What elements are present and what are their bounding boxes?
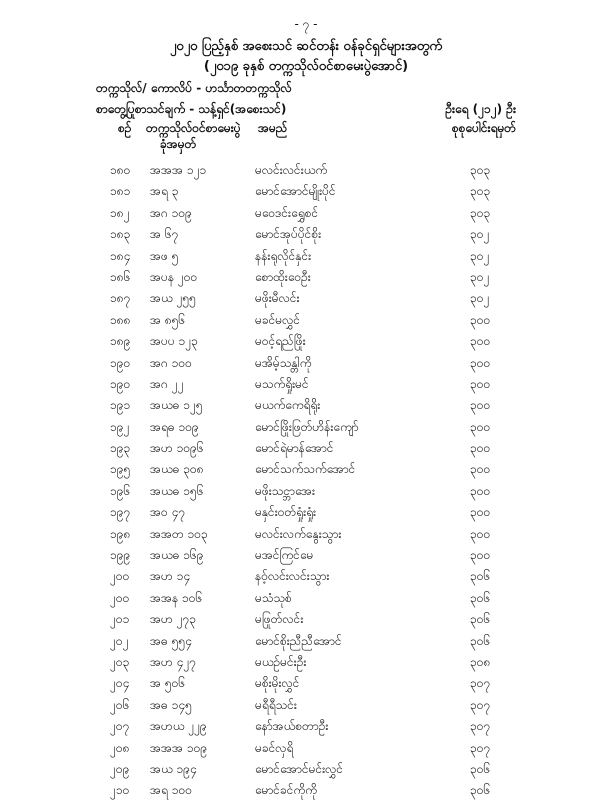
total-marks: ၃၀၀ [470,334,491,349]
roll-number: အဟ ၄၂၇ [150,654,196,669]
total-marks: ၃၀၂ [470,291,490,306]
table-row [0,203,612,224]
student-name: မအိမ့်သန္တါကို [255,355,312,370]
roll-number: အဓ ၅၅၄ [150,633,192,648]
table-row [0,545,612,566]
roll-number: အအန ၁၀၆ [150,590,203,605]
roll-number: အ ၅၀၆ [150,676,186,691]
student-name: မရီရီသင်း [255,697,297,712]
student-name: မအင်ကြင်မေ [255,548,314,563]
student-name: မသံသုစ် [255,590,292,605]
student-name: မခင်လှရိ [255,740,294,755]
row-number: ၁၈၂ [110,205,130,220]
student-name: မဖြုတ်လင်း [255,612,304,627]
row-number: ၂၀၁ [110,612,130,627]
total-marks: ၃၀၆ [470,612,491,627]
student-name: မောင်ဖြိုးဖြတ်ဟိန်းကျော် [255,419,359,434]
title-line-1: ၂၀၂၀ ပြည့်နှစ် အစေးသင် ဆင်တန်း ဝန်ခုင်ရှင်များအတွက် [169,39,443,54]
column-header-roll: တက္ကသိုလ်ဝင်စာမေးပွဲ [146,121,241,135]
table-row [0,331,612,352]
roll-number: အအအ ၁၂၁ [150,163,207,177]
row-number: ၂၀၆ [110,697,130,712]
table-row [0,695,612,716]
total-marks: ၃၀၂ [470,269,490,284]
row-number: ၁၉၉ [110,548,131,563]
total-marks: ၃၀၆ [470,761,491,776]
student-name: နော်အယ်စတာဦး [255,719,329,734]
student-name: မယက်ကေရိရိုး [255,398,321,413]
roll-number: အပပ ၁၂၃ [150,334,198,349]
total-marks: ၃၀၀ [470,376,491,391]
row-number: ၂၀၀ [110,569,130,584]
total-marks: ၃၀၂ [470,227,490,242]
roll-number: အဖ ၅ [150,248,179,263]
total-marks: ၃၀၂ [470,248,490,263]
student-name: မခင်မလွှင် [255,312,301,327]
row-number: ၁၈၃ [110,227,131,242]
roll-number: အယ ၂၅၅ [150,291,196,306]
row-number: ၁၈၁ [110,184,131,199]
total-marks: ၃၀၀ [470,441,491,456]
roll-number: အအအ ၁၀၉ [150,740,208,755]
table-row [0,374,612,395]
table-row [0,481,612,502]
row-number: ၁၈၈ [110,312,131,327]
table-row [0,759,612,780]
total-marks: ၃၀၆ [470,783,491,798]
student-name: နဝ့်လင်းလင်းသွား [255,569,330,584]
roll-number: အ ၆၇ [150,227,179,242]
exam-center-label: စာတွေ့ပြုစာသင်ချက် - သန့်ရှင်(အစေးသင်) [96,102,287,116]
roll-number: အရ ၁၀၀ [150,783,192,798]
table-row [0,652,612,673]
student-name: မဖိုးသင္ဘာအေး [255,483,316,498]
student-name: စောထိုးဝေဦး [255,269,311,284]
roll-number: အ ၈၅၆ [150,312,186,327]
roll-number: အယဓ ၁၆၉ [150,548,204,563]
row-number: ၂၀၄ [110,676,130,691]
row-number: ၂၀၃ [110,654,130,669]
roll-number: အရဓ ၁၀၉ [150,419,199,434]
table-row [0,609,612,630]
student-name: မလင်းလက်နွေးသွား [255,526,342,541]
column-header-no: စဉ် [118,121,132,135]
total-marks: ၃၀၀ [470,398,491,413]
table-row [0,417,612,438]
row-number: ၂၀၈ [110,740,130,755]
total-marks: ၃၀၀ [470,483,491,498]
row-number: ၁၈၆ [110,269,131,284]
table-row [0,224,612,245]
table-row [0,438,612,459]
table-row [0,267,612,288]
table-row [0,502,612,523]
student-name: မနှင်းဝတ်ရှုံးရှုံး [255,505,317,520]
row-number: ၁၉၈ [110,526,131,541]
total-marks: ၃၀၀ [470,505,491,520]
row-number: ၁၉၀ [110,355,131,370]
student-name: မသက်ရှိုးမင် [255,376,309,391]
roll-number: အဟယ ၂၂၉ [150,719,207,734]
page-number: - ၇ - [294,17,318,31]
row-number: ၁၉၅ [110,462,131,477]
table-row [0,566,612,587]
row-number: ၂၁၀ [110,783,130,798]
total-marks: ၃၀၆ [470,590,491,605]
roll-number: အယဓ ၁၅၆ [150,483,204,498]
row-number: ၂၀၀ [110,590,130,605]
student-name: မဝေဒင်းရွှေစင် [255,205,319,220]
total-marks: ၃၀၆ [470,569,491,584]
student-name: မစိုးမိုးလွှင် [255,676,300,691]
table-row [0,459,612,480]
student-name: နန်းရုလိုင်နှင်း [255,248,312,263]
results-table [0,160,612,802]
roll-number: အဟ ၁၄ [150,569,191,584]
table-row [0,246,612,267]
table-row [0,181,612,202]
student-name: မဖိုးမီလင်း [255,291,300,306]
table-row [0,524,612,545]
column-header-marks: စုစုပေါင်းရမှတ် [451,121,516,135]
row-number: ၂၀၂ [110,633,129,648]
table-row [0,716,612,737]
roll-number: အဓ ၁၄၅ [150,697,192,712]
column-header-roll-sub: ခုံအမှတ် [160,137,197,151]
student-name: မောင်ရဲမာန်အောင် [255,441,334,456]
row-number: ၁၈၀ [110,163,131,177]
roll-number: အအတ ၁၀၃ [150,526,208,541]
roll-number: အဟ ၁၀၉၆ [150,441,204,456]
title-line-2: (၂၀၁၉ ခုနှစ် တက္ကသိုလ်ဝင်စာမေးပွဲအောင်) [203,59,409,74]
total-marks: ၃၀၀ [470,355,491,370]
table-row [0,353,612,374]
table-row [0,288,612,309]
row-number: ၂၀၇ [110,719,130,734]
table-row [0,673,612,694]
total-marks: ၃၀၇ [470,697,491,712]
column-header-name: အမည် [258,121,288,135]
student-name: မောင်အုပ်ပိုင်စိုး [255,227,322,242]
table-row [0,738,612,759]
roll-number: အယ ၁၉၄ [150,761,197,776]
total-count: ဦးရေ (၂၁၂) ဦး [445,102,516,116]
roll-number: အဂ ၁၀၀ [150,355,192,370]
total-marks: ၃၀၆ [470,633,491,648]
table-row [0,780,612,801]
row-number: ၁၈၉ [110,334,131,349]
student-name: မလင်းလင်းယက် [255,163,328,177]
student-name: မောင်ခင်ကိုကို [255,783,317,798]
student-name: မောင်အောင်မျိုးပိုင် [255,184,336,199]
table-row [0,631,612,652]
row-number: ၁၉၃ [110,441,131,456]
roll-number: အဂ ၂၂ [150,376,184,391]
student-name: မောင်စိုးညီညီအောင် [255,633,342,648]
row-number: ၁၉၆ [110,483,131,498]
total-marks: ၃၀၀ [470,548,491,563]
total-marks: ၃၀၇ [470,740,491,755]
roll-number: အဝ ၄၇ [150,505,186,520]
total-marks: ၃၀၀ [470,526,491,541]
roll-number: အဟ ၂၇၃ [150,612,196,627]
row-number: ၁၉၀ [110,376,131,391]
row-number: ၁၈၇ [110,291,131,306]
total-marks: ၃၀၈ [470,654,491,669]
row-number: ၁၉၂ [110,419,130,434]
roll-number: အရ ၃ [150,184,179,199]
total-marks: ၃၀၀ [470,312,491,327]
student-name: မယဥ်မင်းဦး [255,654,307,669]
row-number: ၁၉၇ [110,505,131,520]
total-marks: ၃၀၀ [470,462,491,477]
student-name: မဝင့်ရည်ဖြိုး [255,334,306,349]
total-marks: ၃၀၃ [470,184,491,199]
row-number: ၁၈၄ [110,248,131,263]
total-marks: ၃၀၇ [470,719,491,734]
row-number: ၂၀၉ [110,761,130,776]
roll-number: အယဓ ၃၀၈ [150,462,204,477]
table-row [0,160,612,181]
total-marks: ၃၀၃ [470,205,491,220]
university-label: တက္ကသိုလ်/ ကောလိပ် - ဟင်္သာတတက္ကသိုလ် [96,81,292,95]
student-name: မောင်သက်သက်အောင် [255,462,356,477]
table-row [0,395,612,416]
total-marks: ၃၀၀ [470,419,491,434]
roll-number: အဂ ၁၀၉ [150,205,192,220]
total-marks: ၃၀၃ [470,163,491,177]
total-marks: ၃၀၇ [470,676,491,691]
row-number: ၁၉၁ [110,398,131,413]
roll-number: အယဓ ၁၂၅ [150,398,203,413]
roll-number: အပန ၂၀၀ [150,269,198,284]
table-row [0,588,612,609]
student-name: မောင်အောင်မင်းလွှင် [255,761,344,776]
table-row [0,310,612,331]
